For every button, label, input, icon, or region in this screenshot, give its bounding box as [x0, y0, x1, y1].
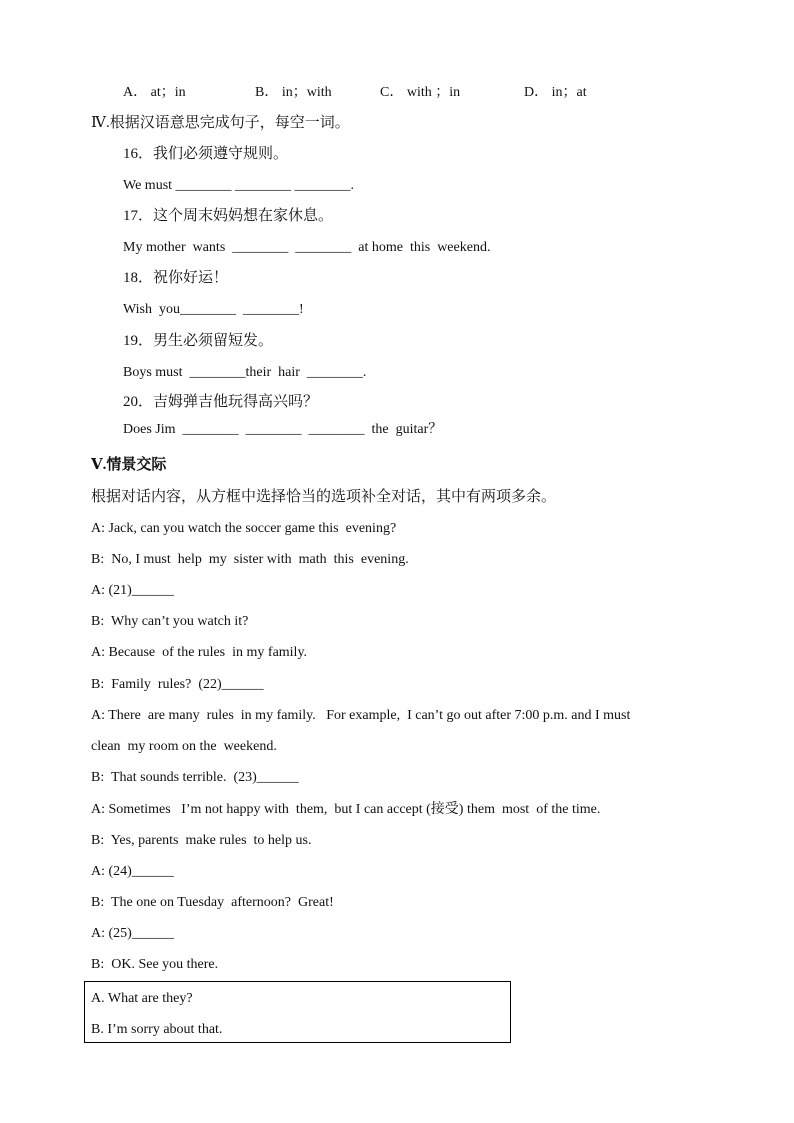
dialogue-line: A: (24)______	[91, 864, 174, 879]
question-18-cn: 18．祝你好运！	[123, 270, 229, 286]
question-18-en: Wish you________ ________!	[123, 302, 304, 317]
section-5-title: Ⅴ.情景交际	[91, 457, 167, 473]
dialogue-line: A: There are many rules in my family. For example, I can’t go out after 7:00 p.m. and I must	[91, 708, 631, 723]
question-19-en: Boys must ________their hair ________.	[123, 365, 367, 380]
dialogue-line: A: (21)______	[91, 583, 174, 598]
option-c: C． with ；in	[380, 85, 461, 100]
dialogue-line: A: (25)______	[91, 926, 174, 941]
dialogue-line: A: Because of the rules in my family.	[91, 645, 308, 660]
dialogue-line: B: Yes, parents make rules to help us.	[91, 833, 312, 848]
dialogue-line: clean my room on the weekend.	[91, 739, 277, 754]
question-17-cn: 17．这个周末妈妈想在家休息。	[123, 208, 334, 224]
dialogue-line: B: OK. See you there.	[91, 957, 219, 972]
question-17-en: My mother wants ________ ________ at home this weekend.	[123, 240, 491, 255]
option-d: D． in；at	[524, 85, 587, 100]
question-20-cn: 20．吉姆弹吉他玩得高兴吗？	[123, 394, 319, 410]
dialogue-line: B: The one on Tuesday afternoon? Great!	[91, 895, 334, 910]
section-4-title: Ⅳ.根据汉语意思完成句子，每空一词。	[91, 115, 350, 131]
option-b: B． in；with	[255, 85, 332, 100]
dialogue-line: B: No, I must help my sister with math this evening.	[91, 552, 409, 567]
dialogue-line: A: Jack, can you watch the soccer game this evening?	[91, 521, 397, 536]
dialogue-line: B: Family rules? (22)______	[91, 677, 264, 692]
question-16-cn: 16．我们必须遵守规则。	[123, 146, 289, 162]
dialogue-line: B: That sounds terrible. (23)______	[91, 770, 299, 785]
dialogue-line: A: Sometimes I’m not happy with them, but I can accept (接受) them most of the time.	[91, 802, 601, 817]
choice-a: A. What are they?	[91, 991, 193, 1006]
choices-box	[84, 981, 511, 1043]
choice-b: B. I’m sorry about that.	[91, 1022, 223, 1037]
question-19-cn: 19．男生必须留短发。	[123, 333, 274, 349]
dialogue-line: B: Why can’t you watch it?	[91, 614, 249, 629]
option-a: A． at；in	[123, 85, 186, 100]
question-20-en: Does Jim ________ ________ ________ the guitar？	[123, 422, 443, 437]
section-5-instruction: 根据对话内容，从方框中选择恰当的选项补全对话，其中有两项多余。	[91, 489, 557, 505]
question-16-en: We must ________ ________ ________.	[123, 178, 355, 193]
